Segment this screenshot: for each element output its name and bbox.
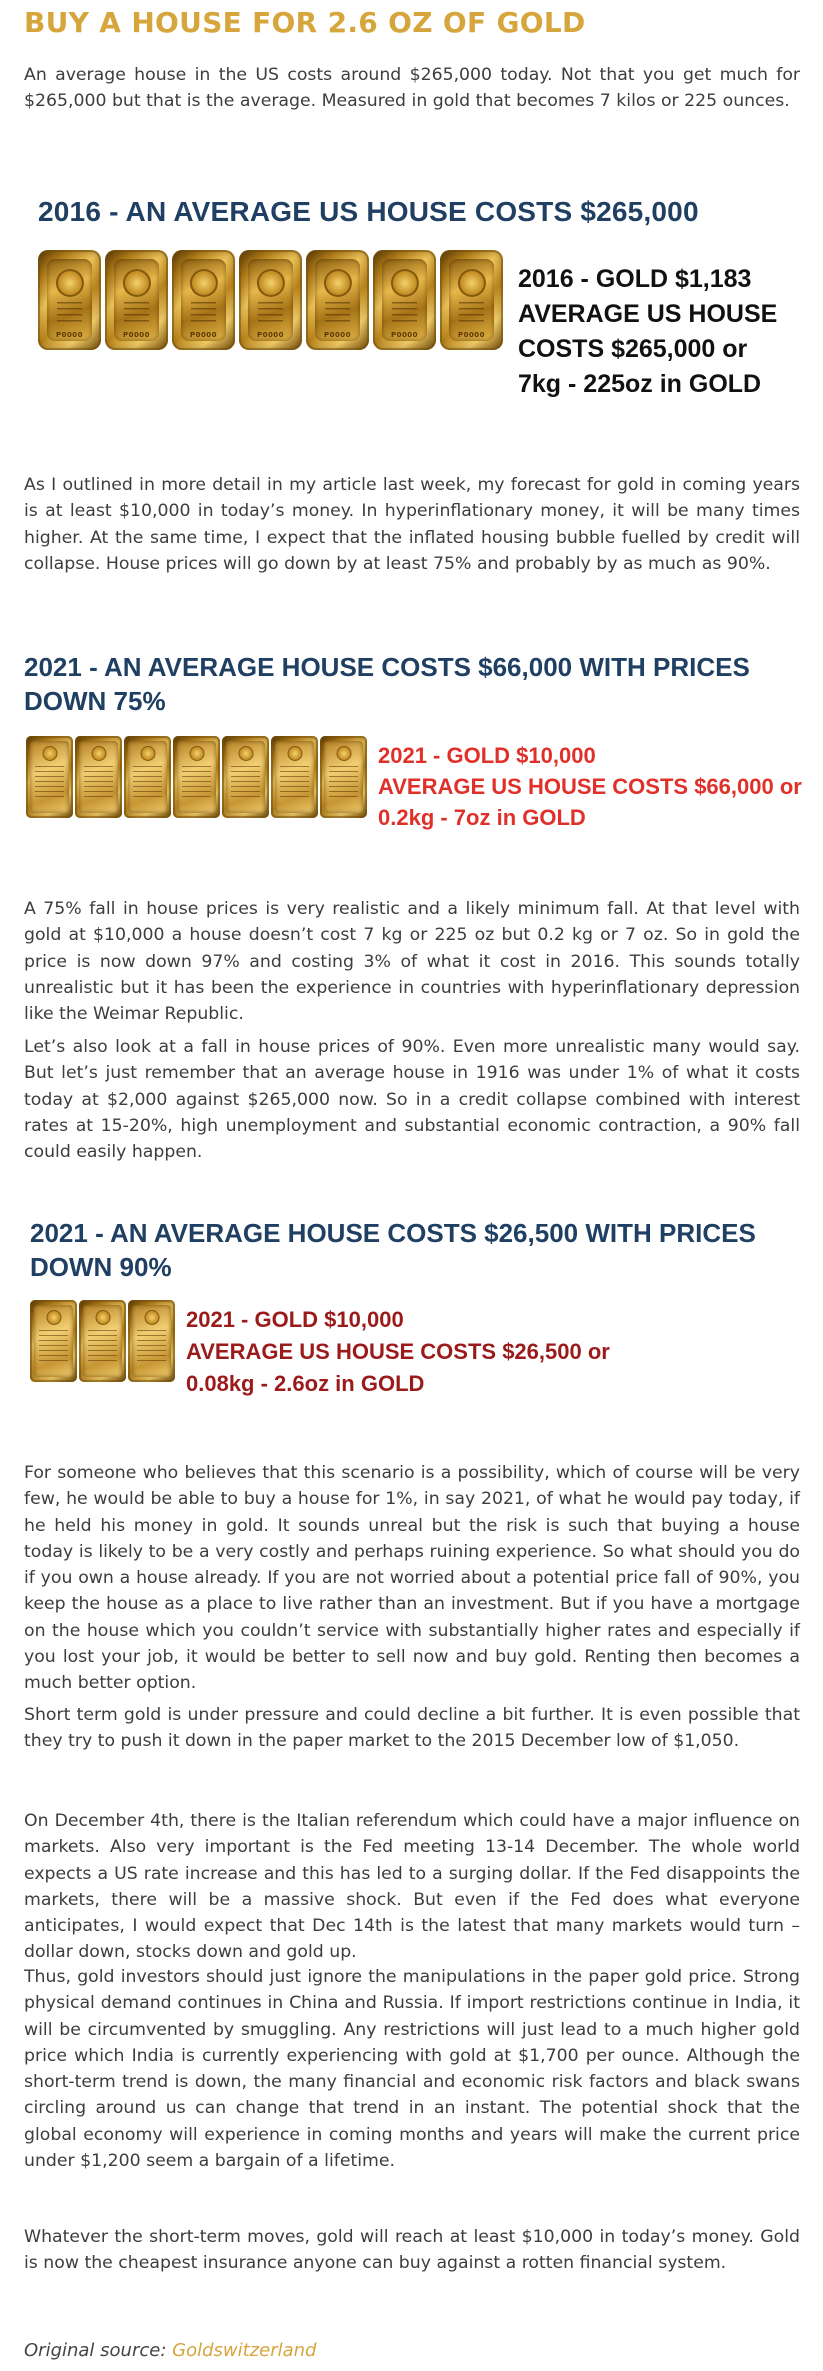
- gold-bars-2016: [38, 250, 503, 350]
- figure-2016-caption-line: AVERAGE US HOUSE: [518, 300, 778, 328]
- gold-bar-image: P0000: [306, 250, 369, 350]
- december-paragraph: On December 4th, there is the Italian referendum which could have a major influence on markets. Also very important is the Fed meeting 13-14 December. The whole world expects a US rate increase and this has led to a surging dollar. If the Fed disappoints the markets, there will be a massive shock. But even if the Fed does what everyone anticipates, I would expect that Dec 14th is the latest that many markets would turn – dollar down, stocks down and gold up.: [24, 1811, 800, 1963]
- figure-75-heading: [24, 650, 800, 718]
- source-link[interactable]: Goldswitzerland: [172, 2340, 317, 2361]
- gold-bar-image: P0000: [38, 250, 101, 350]
- source-label: Original source:: [24, 2340, 167, 2361]
- gold-bar-image: P0000: [172, 250, 235, 350]
- figure-75-caption-line: AVERAGE US HOUSE COSTS $66,000 or: [378, 774, 802, 799]
- gold-bar-image: [128, 1300, 175, 1382]
- gold-bar-image: [320, 736, 367, 818]
- gold-bar-image: [26, 736, 73, 818]
- figure-75-caption: [378, 740, 802, 833]
- figure-90-heading: [30, 1216, 800, 1284]
- figure-75-heading-line: 2021 - AN AVERAGE HOUSE COSTS $66,000 WITH PRICES: [24, 652, 750, 682]
- gold-bar-image: P0000: [373, 250, 436, 350]
- figure-90-heading-line: DOWN 90%: [30, 1252, 172, 1282]
- gold-bars-90: [30, 1300, 175, 1382]
- scenario-paragraph: For someone who believes that this scenario is a possibility, which of course will be very few, he would be able to buy a house for 1%, in say 2021, of what he would pay today, if he held his money in gold. It sounds unreal but the risk is such that buying a house today is likely to be a very costly and perhaps ruining experience. So what should you do if you own a house already. If you are not worried about a potential price fall of 90%, you keep the house as a place to live rather than an investment. But if you have a mortgage on the house which you couldn’t service with substantially higher rates and especially if you lost your job, it would be better to sell now and buy gold. Renting then becomes a much better option.: [24, 1463, 800, 1694]
- figure-90-caption-line: AVERAGE US HOUSE COSTS $26,500 or: [186, 1339, 610, 1364]
- conclusion-paragraph: Whatever the short-term moves, gold will reach at least $10,000 in today’s money. Gold is now the cheapest insurance anyone can buy against a rotten financial system.: [24, 2227, 800, 2274]
- gold-bar-image: P0000: [239, 250, 302, 350]
- article-title: BUY A HOUSE FOR 2.6 OZ OF GOLD: [24, 6, 586, 39]
- forecast-paragraph: As I outlined in more detail in my article last week, my forecast for gold in coming years is at least $10,000 in today’s money. In hyperinflationary money, it will be many times higher. At the same time, I expect that the inflated housing bubble fuelled by credit will collapse. House prices will go down by at least 75% and probably by as much as 90%.: [24, 475, 800, 574]
- figure-2016-caption-line: 2016 - GOLD $1,183: [518, 265, 752, 293]
- intro-paragraph: An average house in the US costs around $265,000 today. Not that you get much for $265,000 but that is the average. Measured in gold that becomes 7 kilos or 225 ounces.: [24, 65, 800, 112]
- figure-90-caption-line: 0.08kg - 2.6oz in GOLD: [186, 1371, 425, 1396]
- gold-bars-75: [26, 736, 367, 818]
- figure-2016-caption: [518, 262, 777, 402]
- gold-bar-image: P0000: [105, 250, 168, 350]
- gold-bar-image: [124, 736, 171, 818]
- investors-paragraph: Thus, gold investors should just ignore the manipulations in the paper gold price. Strong physical demand continues in China and Russia. If import restrictions continue in India, it will be circumvented by smuggling. Any restrictions will just lead to a much higher gold price which India is currently experiencing with gold at $1,700 per ounce. Although the short-term trend is down, the many financial and economic risk factors and black swans circling around us can change that trend in an instant. The potential shock that the global economy will experience in coming months and years will make the current price under $1,200 seem a bargain of a lifetime.: [24, 1967, 800, 2172]
- gold-bar-image: [75, 736, 122, 818]
- fall-75-paragraph: A 75% fall in house prices is very realistic and a likely minimum fall. At that level with gold at $10,000 a house doesn’t cost 7 kg or 225 oz but 0.2 kg or 7 oz. So in gold the price is now down 97% and costing 3% of what it cost in 2016. This sounds totally unrealistic but it has been the experience in countries with hyperinflationary depression like the Weimar Republic.: [24, 899, 800, 1025]
- figure-90-caption: [186, 1304, 610, 1400]
- figure-2016-caption-line: 7kg - 225oz in GOLD: [518, 370, 762, 398]
- figure-2016-caption-line: COSTS $265,000 or: [518, 335, 748, 363]
- short-term-paragraph: Short term gold is under pressure and could decline a bit further. It is even possible that they try to push it down in the paper market to the 2015 December low of $1,050.: [24, 1705, 800, 1752]
- figure-90-heading-line: 2021 - AN AVERAGE HOUSE COSTS $26,500 WITH PRICES: [30, 1218, 756, 1248]
- figure-2016-heading: 2016 - AN AVERAGE US HOUSE COSTS $265,000: [38, 196, 699, 227]
- gold-bar-image: [79, 1300, 126, 1382]
- figure-75-caption-line: 2021 - GOLD $10,000: [378, 743, 596, 768]
- gold-bar-image: [173, 736, 220, 818]
- figure-75-heading-line: DOWN 75%: [24, 686, 166, 716]
- gold-bar-image: [222, 736, 269, 818]
- gold-bar-image: [271, 736, 318, 818]
- fall-90-paragraph: Let’s also look at a fall in house prices of 90%. Even more unrealistic many would say. But let’s just remember that an average house in 1916 was under 1% of what it costs today at $2,000 against $265,000 now. So in a credit collapse combined with interest rates at 15-20%, high unemployment and substantial economic contraction, a 90% fall could easily happen.: [24, 1037, 800, 1163]
- figure-90-caption-line: 2021 - GOLD $10,000: [186, 1307, 404, 1332]
- gold-bar-image: P0000: [440, 250, 503, 350]
- figure-75-caption-line: 0.2kg - 7oz in GOLD: [378, 805, 586, 830]
- gold-bar-image: [30, 1300, 77, 1382]
- source-line: [24, 2340, 316, 2361]
